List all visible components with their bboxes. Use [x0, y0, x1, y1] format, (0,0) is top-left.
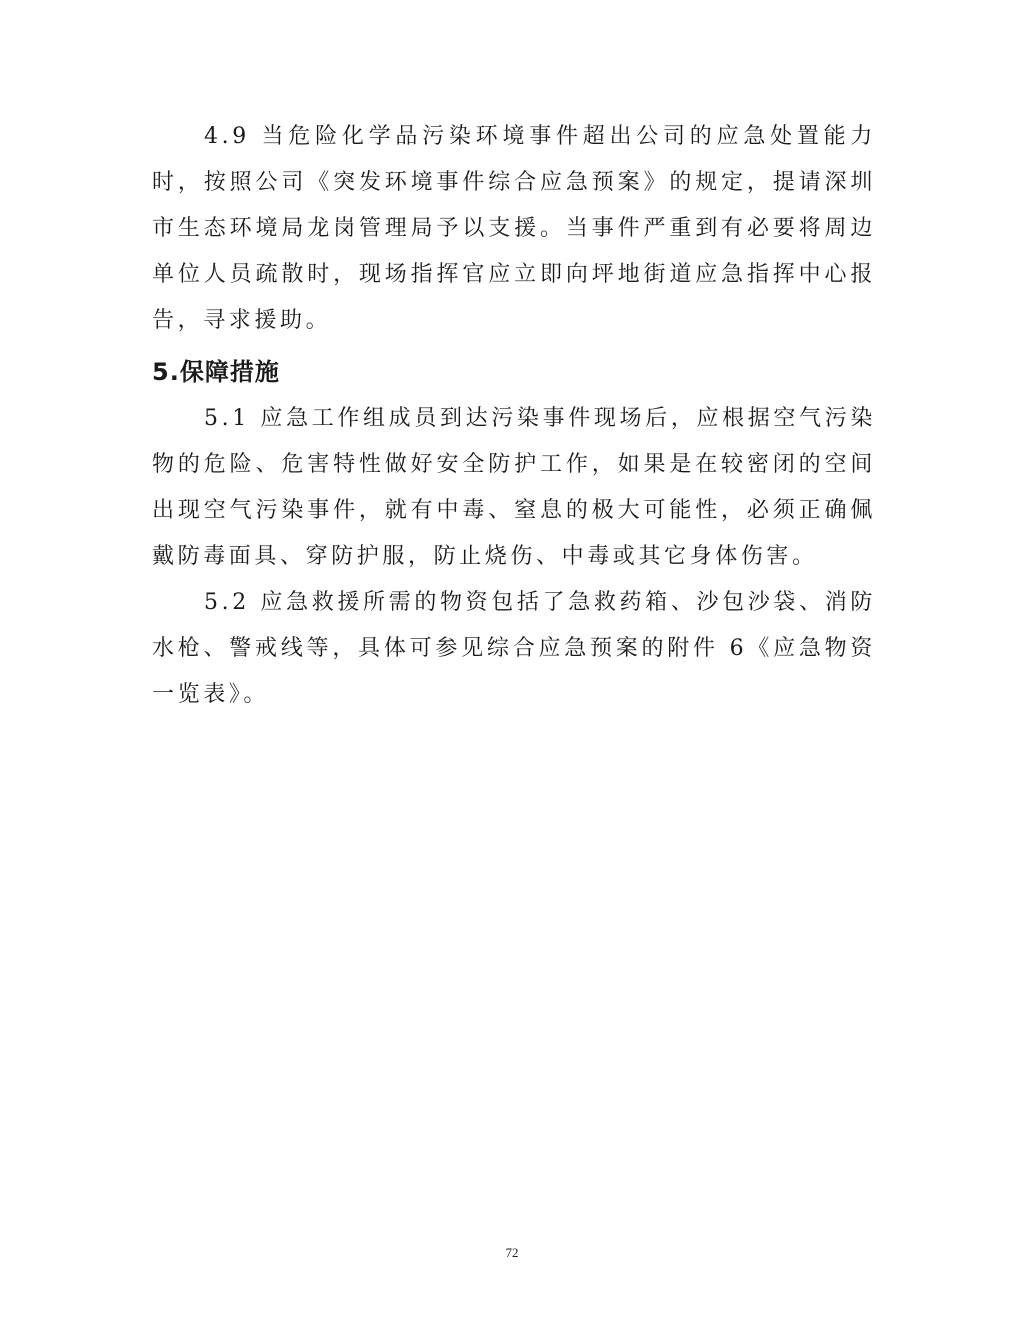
document-body [152, 114, 876, 718]
paragraph-5-1: 5.1 应急工作组成员到达污染事件现场后，应根据空气污染物的危险、危害特性做好安全防护工作，如果是在较密闭的空间出现空气污染事件，就有中毒、窒息的极大可能性，必须正确佩戴防毒面具、穿防护服，防止烧伤、中毒或其它身体伤害。 [152, 406, 876, 569]
paragraph-4-9: 4.9 当危险化学品污染环境事件超出公司的应急处置能力时，按照公司《突发环境事件综合应急预案》的规定，提请深圳市生态环境局龙岗管理局予以支援。当事件严重到有必要将周边单位人员疏散时，现场指挥官应立即向坪地街道应急指挥中心报告，寻求援助。 [152, 124, 876, 333]
section-5-heading: 5.保障措施 [152, 358, 280, 386]
page-number: 72 [505, 1245, 519, 1260]
paragraph-5-2: 5.2 应急救援所需的物资包括了急救药箱、沙包沙袋、消防水枪、警戒线等，具体可参见综合应急预案的附件 6《应急物资一览表》。 [152, 590, 876, 707]
